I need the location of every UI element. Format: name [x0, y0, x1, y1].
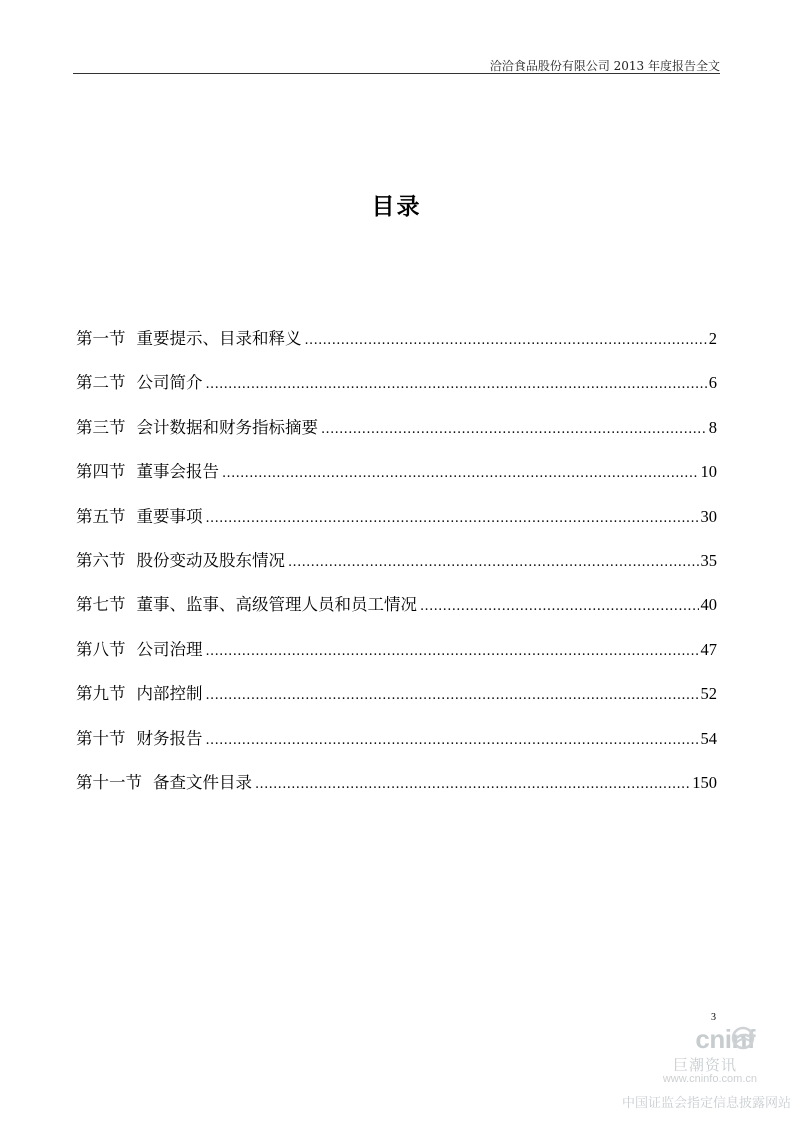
swirl-logo-icon [731, 1026, 755, 1050]
dot-leader [206, 724, 699, 758]
toc-heading: 财务报告 [136, 728, 203, 748]
dot-leader [206, 635, 699, 669]
dot-leader [420, 590, 699, 624]
toc-entry[interactable] [76, 633, 717, 677]
toc-page-number: 30 [700, 506, 717, 526]
table-of-contents [76, 322, 717, 810]
watermark-url: www.cninfo.com.cn [662, 1073, 757, 1085]
watermark-logo-text: cninf [695, 1024, 755, 1054]
toc-page-number: 8 [708, 417, 717, 437]
toc-entry[interactable] [76, 366, 717, 410]
watermark-slogan: 中国证监会指定信息披露网站 [621, 1096, 791, 1111]
toc-entry[interactable] [76, 588, 717, 632]
toc-heading: 重要事项 [136, 506, 203, 526]
toc-section-number: 第六节 [76, 550, 126, 570]
toc-section-number: 第八节 [76, 639, 126, 659]
toc-section-number: 第四节 [76, 462, 126, 482]
dot-leader [206, 502, 699, 536]
toc-section-number: 第五节 [76, 506, 126, 526]
toc-entry[interactable] [76, 677, 717, 721]
toc-heading: 公司简介 [136, 373, 203, 393]
toc-page-number: 35 [700, 550, 717, 570]
toc-page-number: 40 [700, 595, 717, 615]
dot-leader [222, 457, 699, 491]
toc-page-number: 10 [700, 462, 717, 482]
toc-section-number: 第二节 [76, 373, 126, 393]
toc-section-number: 第一节 [76, 329, 126, 348]
toc-heading: 公司治理 [136, 639, 203, 659]
toc-heading: 股份变动及股东情况 [136, 550, 285, 570]
toc-page-number: 54 [700, 728, 717, 748]
dot-leader [305, 324, 707, 358]
dot-leader [321, 413, 707, 447]
toc-entry[interactable] [76, 455, 717, 499]
toc-heading: 备查文件目录 [153, 772, 252, 792]
dot-leader [206, 679, 699, 713]
toc-page-number: 6 [708, 373, 717, 393]
toc-entry[interactable] [76, 722, 717, 766]
dot-leader [288, 546, 699, 580]
watermark-name-cn: 巨潮资讯 [672, 1056, 737, 1074]
dot-leader [255, 768, 690, 802]
toc-section-number: 第十一节 [76, 772, 142, 792]
toc-heading: 董事、监事、高级管理人员和员工情况 [136, 595, 417, 615]
header-divider [73, 73, 720, 74]
toc-section-number: 第九节 [76, 684, 126, 704]
page-number: 3 [711, 1012, 716, 1023]
toc-entry[interactable] [76, 500, 717, 544]
toc-page-number: 150 [692, 772, 717, 792]
toc-entry[interactable] [76, 544, 717, 588]
toc-page-number: 52 [700, 684, 717, 704]
toc-section-number: 第十节 [76, 728, 126, 748]
toc-entry[interactable] [76, 322, 717, 366]
toc-page-number: 47 [700, 639, 717, 659]
cninfo-watermark [593, 1020, 793, 1120]
document-title: 目录 [371, 193, 422, 220]
toc-heading: 董事会报告 [136, 462, 219, 482]
dot-leader [206, 368, 707, 402]
running-header: 洽洽食品股份有限公司 2013 年度报告全文 [489, 59, 720, 73]
toc-page-number: 2 [708, 329, 717, 348]
toc-heading: 内部控制 [136, 684, 203, 704]
toc-heading: 重要提示、目录和释义 [136, 329, 302, 348]
toc-entry[interactable] [76, 766, 717, 810]
toc-entry[interactable] [76, 411, 717, 455]
toc-heading: 会计数据和财务指标摘要 [136, 417, 318, 437]
toc-section-number: 第七节 [76, 595, 126, 615]
toc-section-number: 第三节 [76, 417, 126, 437]
